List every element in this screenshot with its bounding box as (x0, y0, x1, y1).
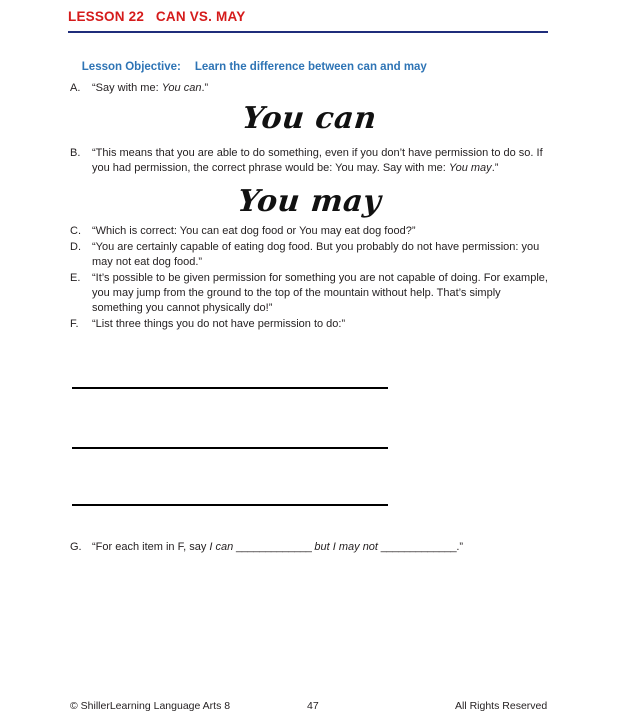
item-g-blank-2[interactable]: _____________ (377, 541, 457, 553)
footer-copyright: © ShillerLearning Language Arts 8 (70, 700, 231, 712)
list-item-text: “You are certainly capable of eating dog food. But you probably do not have permission: you may not eat dog food.” (92, 241, 540, 269)
blank-answer-line-2[interactable] (72, 447, 388, 449)
item-g-italic2: but I may not (314, 541, 378, 553)
header-divider (68, 31, 548, 33)
list-item-d (70, 240, 548, 270)
script-display-you-may: You may (236, 184, 383, 219)
list-item-text: “List three things you do not have permission to do:” (92, 318, 346, 330)
list-item-f (70, 317, 548, 332)
list-item-c (70, 224, 548, 239)
list-item-text (92, 81, 548, 96)
list-item-text: “Which is correct: You can eat dog food or You may eat dog food?” (92, 225, 416, 237)
item-a-part2: .” (201, 82, 209, 94)
item-a-italic1: You can (161, 82, 202, 94)
page-title: LESSON 22 CAN VS. MAY (68, 9, 246, 24)
item-b-part2: .” (491, 162, 499, 175)
list-item-marker: D. (70, 241, 81, 253)
list-item-g (70, 540, 548, 555)
list-item-e (70, 271, 548, 317)
item-g-italic1: I can (209, 541, 234, 553)
list-item-marker: E. (70, 272, 81, 284)
footer-page-number: 47 (307, 700, 319, 712)
lesson-objective-text: Learn the difference between can and may (194, 61, 427, 73)
item-a-part1: “Say with me: (92, 82, 162, 94)
blank-answer-line-1[interactable] (72, 387, 388, 389)
item-b-part1: “This means that you are able to do something, even if you don’t have permission to do so. If you had permission, the correct phrase would be: You may. Say with me: (92, 147, 543, 175)
item-g-blank-1[interactable]: _____________ (233, 541, 315, 553)
lesson-objective (69, 49, 427, 85)
list-item-b (70, 146, 548, 176)
footer-rights: All Rights Reserved (455, 700, 548, 712)
list-item-marker: C. (70, 225, 81, 237)
script-display-you-can: You can (240, 101, 379, 136)
list-item-text: “It’s possible to be given permission for something you are not capable of doing. For example, you may jump from the ground to the top of the mountain without help. That’s simply something you cannot physically do!” (92, 272, 548, 315)
list-item-text (92, 540, 548, 555)
lesson-objective-label: Lesson Objective: (81, 61, 181, 73)
item-b-italic1: You may (448, 162, 492, 175)
item-g-part1: “For each item in F, say (92, 541, 210, 553)
list-item-a (70, 81, 548, 96)
item-g-part2: .” (456, 541, 464, 553)
list-item-text (92, 146, 548, 176)
list-item-marker: G. (70, 541, 82, 553)
list-item-marker: A. (70, 82, 81, 94)
list-item-marker: B. (70, 147, 81, 159)
list-item-marker: F. (70, 318, 79, 330)
blank-answer-line-3[interactable] (72, 504, 388, 506)
